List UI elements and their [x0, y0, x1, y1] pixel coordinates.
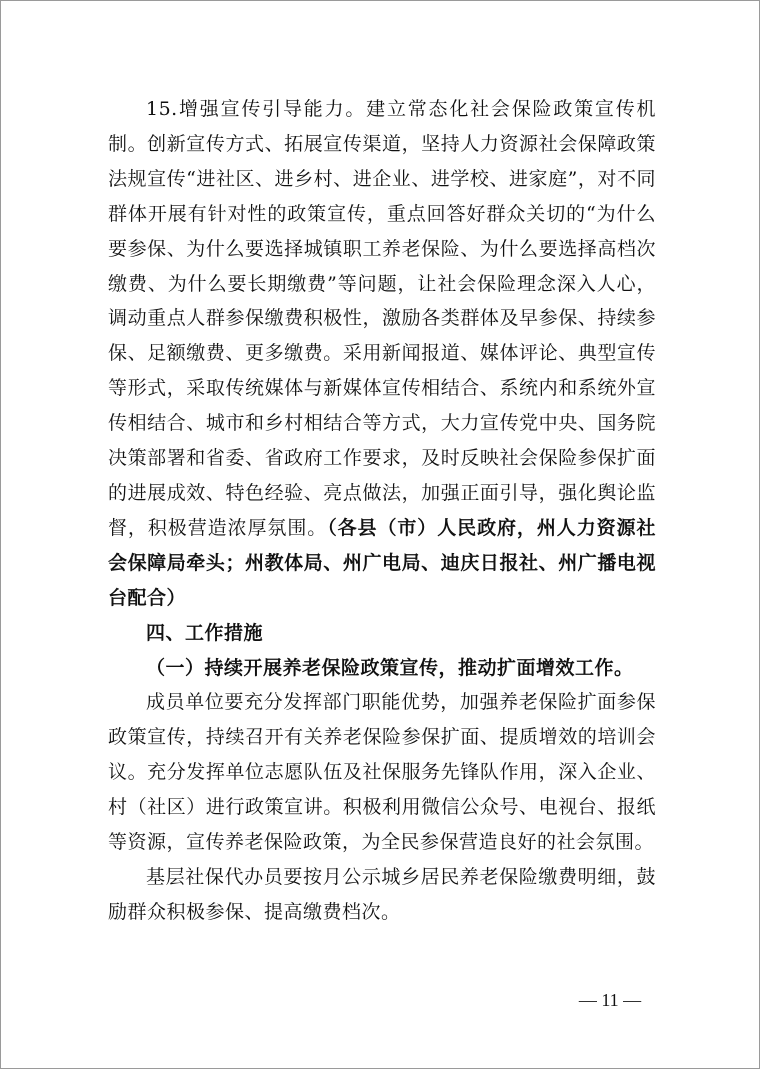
section-heading: 四、工作措施: [146, 621, 264, 644]
paragraph-15-responsible: （各县（市）人民政府，州人力资源社会保障局牵头；州教体局、州广电局、迪庆日报社、州广播电视台配合）: [108, 516, 656, 609]
document-body: [108, 92, 656, 930]
subsection-heading: （一）持续开展养老保险政策宣传，推动扩面增效工作。: [146, 656, 634, 679]
paragraph-15-body: 建立常态化社会保险政策宣传机制。创新宣传方式、拓展宣传渠道，坚持人力资源社会保障政策法规宣传“进社区、进乡村、进企业、进学校、进家庭”，对不同群体开展有针对性的政策宣传，重点回答好群众关切的“为什么要参保、为什么要选择城镇职工养老保险、为什么要选择高档次缴费、为什么要长期缴费”等问题，让社会保险理念深入人心，调动重点人群参保缴费积极性，激励各类群体及早参保、持续参保、足额缴费、更多缴费。采用新闻报道、媒体评论、典型宣传等形式，采取传统媒体与新媒体宣传相结合、系统内和系统外宣传相结合、城市和乡村相结合等方式，大力宣传党中央、国务院决策部署和省委、省政府工作要求，及时反映社会保险参保扩面的进展成效、特色经验、亮点做法，加强正面引导，强化舆论监督，积极营造浓厚氛围。: [108, 98, 656, 539]
paragraph: 成员单位要充分发挥部门职能优势，加强养老保险扩面参保政策宣传，持续召开有关养老保险参保扩面、提质增效的培训会议。充分发挥单位志愿队伍及社保服务先锋队作用，深入企业、村（社区）进行政策宣讲。积极利用微信公众号、电视台、报纸等资源，宣传养老保险政策，为全民参保营造良好的社会氛围。: [108, 691, 656, 854]
paragraph: 基层社保代办员要按月公示城乡居民养老保险缴费明细，鼓励群众积极参保、提高缴费档次。: [108, 865, 656, 923]
paragraph-15-heading: 15.增强宣传引导能力。: [146, 98, 367, 120]
paragraph-15: [108, 92, 656, 616]
page-number: — 11 —: [578, 990, 642, 1010]
